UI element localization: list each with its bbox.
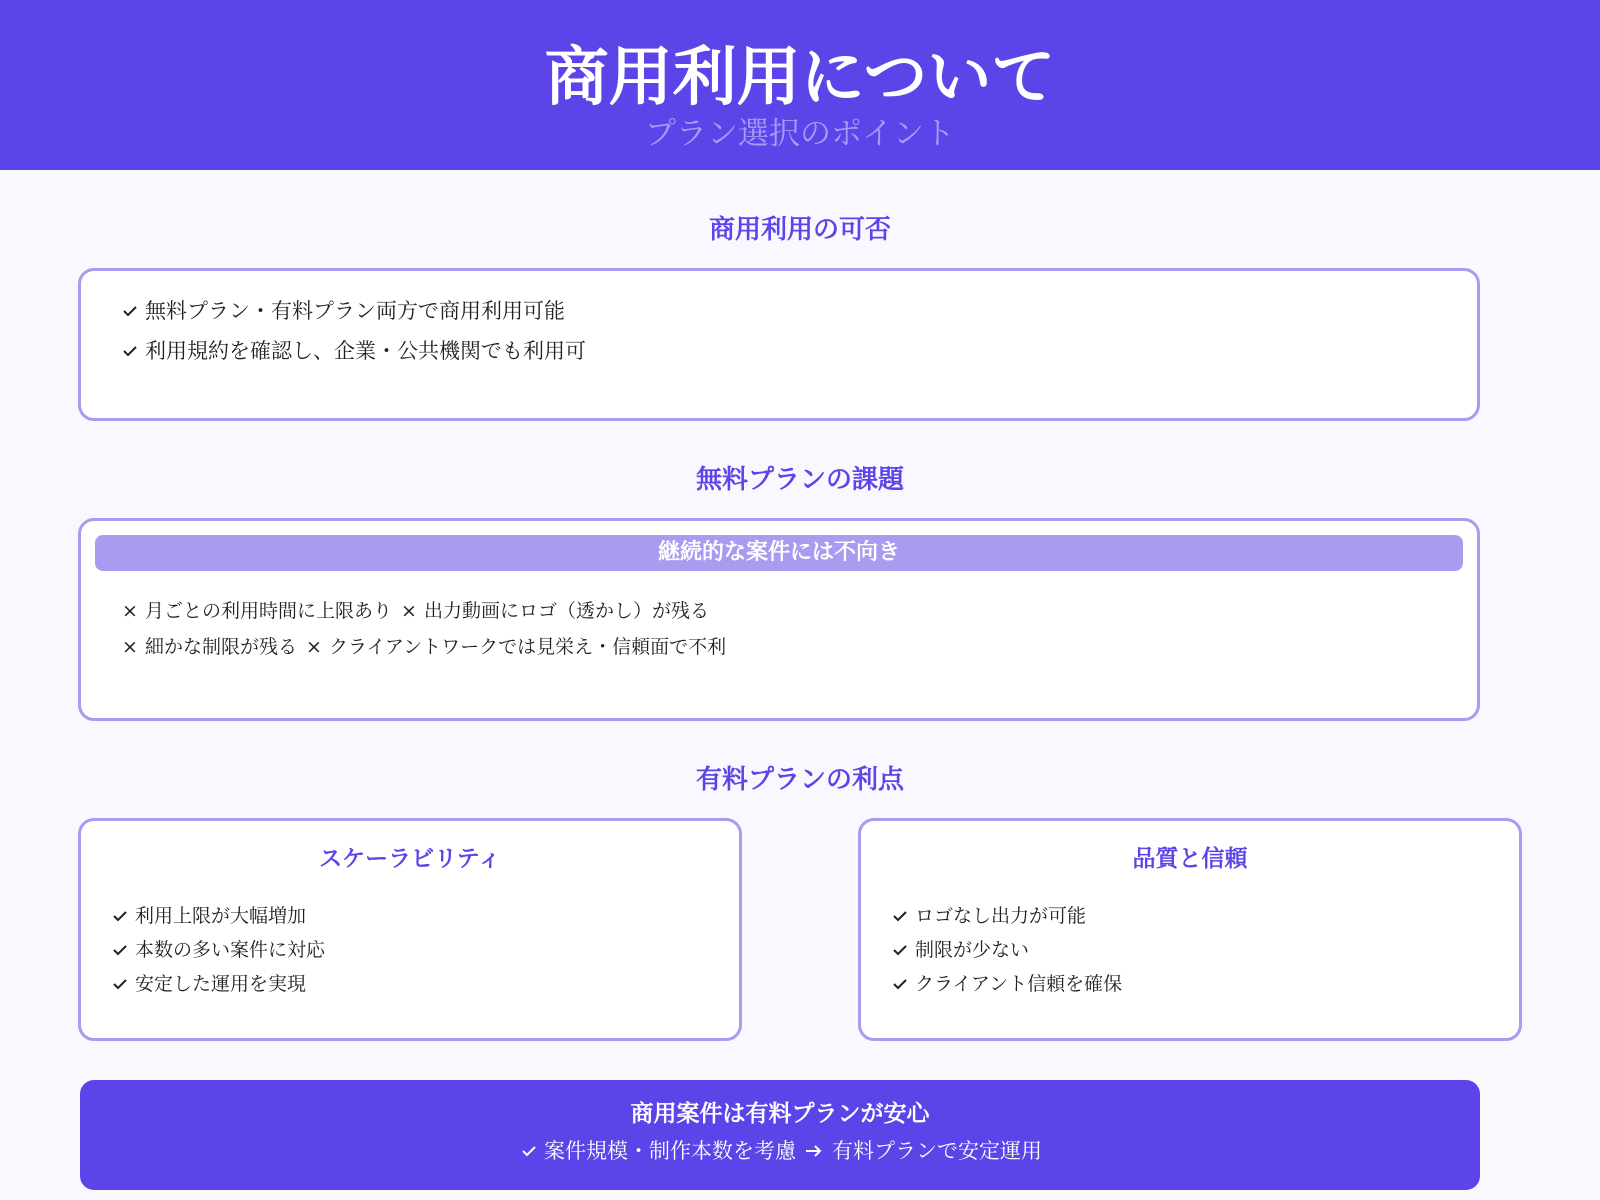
list-item-text: 安定した運用を実現 <box>135 973 307 995</box>
conclusion-subtext <box>80 1136 1480 1166</box>
free-plan-issues-card <box>78 518 1480 721</box>
check-icon <box>109 943 131 957</box>
card-title: スケーラビリティ <box>319 846 501 872</box>
cross-icon: × <box>122 636 138 658</box>
list-item-text: 本数の多い案件に対応 <box>135 939 326 961</box>
scalability-card <box>78 818 742 1041</box>
list-item-text: 月ごとの利用時間に上限あり <box>145 600 393 622</box>
check-icon <box>109 909 131 923</box>
list-item <box>889 933 1122 967</box>
list-item-text: 細かな制限が残る <box>145 636 298 658</box>
check-icon <box>889 977 911 991</box>
list-item-text: 利用上限が大幅増加 <box>135 905 307 927</box>
page-title: 商用利用について <box>544 41 1056 115</box>
conclusion-banner <box>80 1080 1480 1190</box>
list-item <box>889 899 1122 933</box>
check-icon <box>889 909 911 923</box>
list-item <box>119 331 586 371</box>
quality-trust-list <box>889 899 1122 1001</box>
scalability-list <box>109 899 325 1001</box>
list-item <box>109 899 325 933</box>
list-item <box>119 593 726 629</box>
page-header <box>0 0 1600 170</box>
list-item <box>109 933 325 967</box>
commercial-use-list <box>119 291 586 371</box>
section-heading-paid-plan-benefits: 有料プランの利点 <box>695 765 904 795</box>
page-subtitle: プラン選択のポイント <box>645 116 955 152</box>
list-item-text: クライアント信頼を確保 <box>915 973 1123 995</box>
commercial-use-card <box>78 268 1480 421</box>
list-item-text: 出力動画にロゴ（透かし）が残る <box>424 600 710 622</box>
quality-trust-card <box>858 818 1522 1041</box>
free-plan-issues-list <box>119 593 726 665</box>
check-icon <box>518 1144 540 1158</box>
list-item-text: 無料プラン・有料プラン両方で商用利用可能 <box>145 299 565 323</box>
conclusion-title: 商用案件は有料プランが安心 <box>630 1101 930 1127</box>
list-item-text: 制限が少ない <box>915 939 1030 961</box>
free-plan-banner: 継続的な案件には不向き <box>95 535 1463 571</box>
list-item <box>119 291 586 331</box>
check-icon <box>119 344 141 358</box>
section-heading-commercial-use: 商用利用の可否 <box>708 215 891 245</box>
list-item <box>889 967 1122 1001</box>
cross-icon: × <box>401 600 417 622</box>
list-item <box>109 967 325 1001</box>
conclusion-left-text: 案件規模・制作本数を考慮 <box>544 1139 796 1163</box>
list-item-text: 利用規約を確認し、企業・公共機関でも利用可 <box>145 339 586 363</box>
check-icon <box>889 943 911 957</box>
section-heading-free-plan-issues: 無料プランの課題 <box>695 465 904 495</box>
list-item <box>119 629 726 665</box>
cross-icon: × <box>306 636 322 658</box>
cross-icon: × <box>122 600 138 622</box>
list-item-text: クライアントワークでは見栄え・信頼面で不利 <box>329 636 727 658</box>
arrow-right-icon <box>802 1144 826 1158</box>
check-icon <box>119 304 141 318</box>
list-item-text: ロゴなし出力が可能 <box>915 905 1087 927</box>
card-title: 品質と信頼 <box>1132 846 1248 872</box>
check-icon <box>109 977 131 991</box>
conclusion-right-text: 有料プランで安定運用 <box>832 1139 1042 1163</box>
